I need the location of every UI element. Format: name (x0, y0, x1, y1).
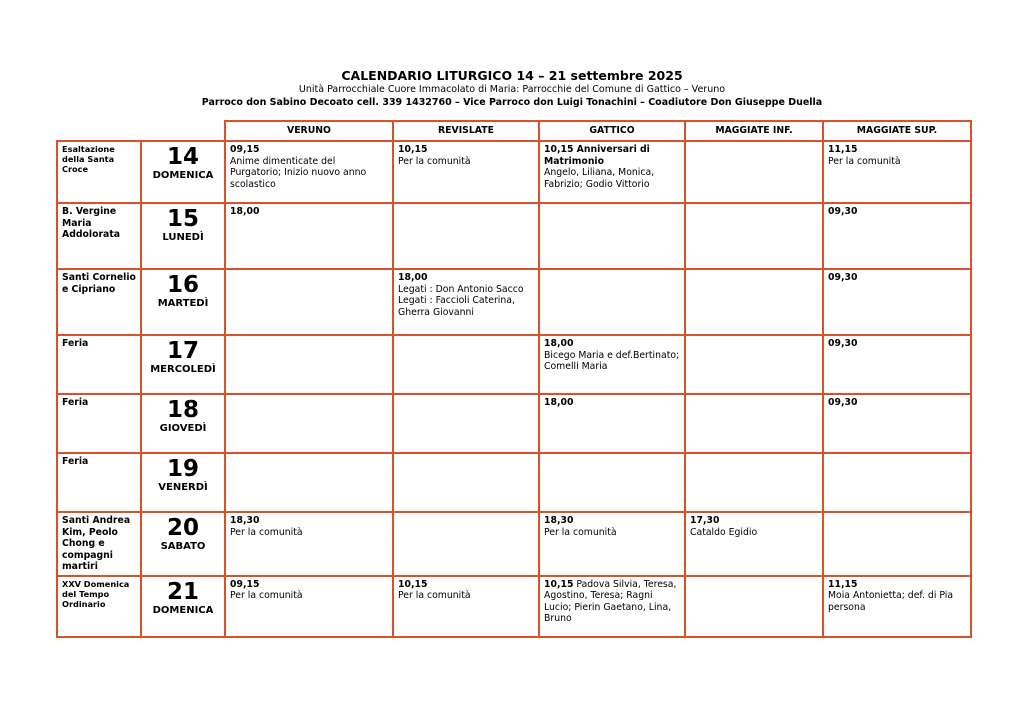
day-name: MARTEDÌ (157, 298, 209, 309)
mass-time: 09,30 (828, 206, 858, 217)
mass-intention: Bicego Maria e def.Bertinato; Comelli Maria (544, 349, 680, 372)
calendar-header (0, 68, 1024, 109)
table-row (57, 335, 971, 394)
day-number: 19 (166, 456, 199, 482)
day-name: VENERDÌ (158, 482, 208, 493)
day-number: 15 (166, 206, 199, 232)
saint-of-day: Santi Andrea Kim, Peolo Chong e compagni martiri (57, 512, 141, 576)
day-cell (141, 141, 225, 203)
mass-cell-gattico (539, 335, 685, 394)
mass-cell-maggiate-sup (823, 576, 971, 637)
mass-cell-revislate (393, 453, 539, 512)
clergy-contacts: Parroco don Sabino Decoato cell. 339 1432760 – Vice Parroco don Luigi Tonachini – Coadiutore Don Giuseppe Duella (201, 97, 823, 108)
mass-cell-gattico (539, 512, 685, 576)
day-name: MERCOLEDÌ (150, 364, 216, 375)
mass-cell-revislate (393, 576, 539, 637)
mass-intention: Legati : Faccioli Caterina, Gherra Giovanni (398, 295, 515, 318)
mass-cell-veruno (225, 394, 393, 453)
mass-time: 17,30 (690, 515, 720, 526)
saint-of-day: Esaltazione della Santa Croce (57, 141, 141, 203)
day-cell (141, 269, 225, 335)
mass-cell-maggiate-inf (685, 394, 823, 453)
mass-cell-maggiate-sup (823, 335, 971, 394)
mass-intention: Padova Silvia, Teresa, Agostino, Teresa; Ragni Lucio; Pierin Gaetano, Lina, Bruno (544, 578, 677, 624)
mass-cell-maggiate-sup (823, 203, 971, 269)
day-number: 20 (166, 515, 199, 541)
mass-cell-gattico (539, 269, 685, 335)
mass-intention: Anime dimenticate del Purgatorio; Inizio nuovo anno scolastico (230, 155, 367, 190)
calendar-title: CALENDARIO LITURGICO 14 – 21 settembre 2025 (341, 68, 683, 83)
mass-cell-maggiate-sup (823, 141, 971, 203)
day-number: 18 (166, 397, 199, 423)
day-cell (141, 335, 225, 394)
mass-cell-maggiate-sup (823, 512, 971, 576)
mass-intention: Per la comunità (230, 590, 303, 601)
mass-intention: Angelo, Liliana, Monica, Fabrizio; Godio Vittorio (544, 167, 655, 190)
day-cell (141, 203, 225, 269)
mass-time: 09,30 (828, 397, 858, 408)
table-row (57, 394, 971, 453)
day-number: 21 (166, 578, 199, 605)
saint-of-day: Feria (57, 394, 141, 453)
mass-cell-maggiate-inf (685, 203, 823, 269)
mass-cell-revislate (393, 269, 539, 335)
day-name: DOMENICA (152, 604, 214, 616)
mass-cell-maggiate-sup (823, 269, 971, 335)
column-header-maggiate-sup: MAGGIATE SUP. (823, 121, 971, 141)
table-row (57, 576, 971, 637)
saint-of-day: Feria (57, 335, 141, 394)
mass-cell-veruno (225, 269, 393, 335)
table-row (57, 141, 971, 203)
mass-cell-gattico (539, 203, 685, 269)
mass-cell-maggiate-inf (685, 269, 823, 335)
saint-of-day: Santi Cornelio e Cipriano (57, 269, 141, 335)
saint-of-day: XXV Domenica del Tempo Ordinario (57, 576, 141, 637)
day-name: LUNEDÌ (162, 232, 204, 243)
mass-cell-gattico (539, 453, 685, 512)
day-name: GIOVEDÌ (159, 423, 207, 434)
column-header-row (57, 121, 971, 141)
mass-time: 10,15 (398, 144, 428, 155)
day-cell (141, 576, 225, 637)
column-header-veruno: VERUNO (225, 121, 393, 141)
column-header-gattico: GATTICO (539, 121, 685, 141)
mass-cell-maggiate-inf (685, 453, 823, 512)
mass-time: 11,15 (828, 578, 858, 590)
mass-intention: Per la comunità (398, 590, 471, 601)
mass-time: 18,00 (544, 397, 574, 408)
day-name: DOMENICA (152, 170, 214, 181)
mass-time: 10,15 (398, 578, 428, 590)
mass-cell-maggiate-sup (823, 394, 971, 453)
mass-cell-gattico (539, 394, 685, 453)
day-number: 17 (166, 338, 199, 364)
mass-cell-gattico (539, 576, 685, 637)
liturgical-calendar-table (56, 120, 972, 638)
mass-cell-veruno (225, 141, 393, 203)
parish-unit-subtitle: Unità Parrocchiale Cuore Immacolato di Maria: Parrocchie del Comune di Gattico – Veruno (298, 84, 726, 95)
mass-time: 18,00 (230, 206, 260, 217)
mass-intention: Legati : Don Antonio Sacco (398, 283, 524, 295)
mass-time: 09,15 (230, 578, 260, 590)
mass-intention: Per la comunità (544, 526, 617, 538)
mass-time: 10,15 (544, 578, 574, 590)
mass-intention: Per la comunità (398, 155, 471, 167)
mass-time: 18,30 (230, 515, 260, 526)
mass-time: 09,30 (828, 272, 858, 283)
column-header-revislate: REVISLATE (393, 121, 539, 141)
day-cell (141, 453, 225, 512)
mass-cell-maggiate-inf (685, 576, 823, 637)
mass-time: 18,30 (544, 515, 574, 526)
table-row (57, 203, 971, 269)
mass-cell-veruno (225, 576, 393, 637)
mass-cell-maggiate-inf (685, 512, 823, 576)
mass-cell-veruno (225, 203, 393, 269)
day-number: 16 (166, 272, 199, 298)
mass-cell-veruno (225, 335, 393, 394)
day-cell (141, 394, 225, 453)
table-row (57, 512, 971, 576)
mass-intention: Moia Antonietta; def. di Pia persona (828, 590, 954, 613)
mass-cell-revislate (393, 203, 539, 269)
mass-time: 18,00 (544, 338, 574, 349)
mass-intention: Per la comunità (230, 526, 303, 538)
day-cell (141, 512, 225, 576)
mass-time: 09,15 (230, 144, 260, 155)
table-row (57, 453, 971, 512)
day-number: 14 (166, 144, 199, 170)
mass-cell-revislate (393, 394, 539, 453)
mass-cell-gattico (539, 141, 685, 203)
saint-of-day: B. Vergine Maria Addolorata (57, 203, 141, 269)
mass-cell-maggiate-inf (685, 335, 823, 394)
mass-cell-maggiate-sup (823, 453, 971, 512)
blank-header (57, 121, 141, 141)
mass-intention: Cataldo Egidio (690, 526, 758, 538)
table-row (57, 269, 971, 335)
mass-time: 11,15 (828, 144, 858, 155)
mass-cell-revislate (393, 512, 539, 576)
mass-intention: Per la comunità (828, 155, 901, 167)
mass-time: 18,00 (398, 272, 428, 283)
column-header-maggiate-inf: MAGGIATE INF. (685, 121, 823, 141)
day-name: SABATO (160, 541, 206, 552)
mass-cell-revislate (393, 141, 539, 203)
mass-cell-maggiate-inf (685, 141, 823, 203)
mass-time: 10,15 Anniversari di Matrimonio (544, 144, 650, 167)
mass-cell-veruno (225, 512, 393, 576)
saint-of-day: Feria (57, 453, 141, 512)
mass-cell-revislate (393, 335, 539, 394)
mass-cell-veruno (225, 453, 393, 512)
blank-header (141, 121, 225, 141)
mass-time: 09,30 (828, 338, 858, 349)
